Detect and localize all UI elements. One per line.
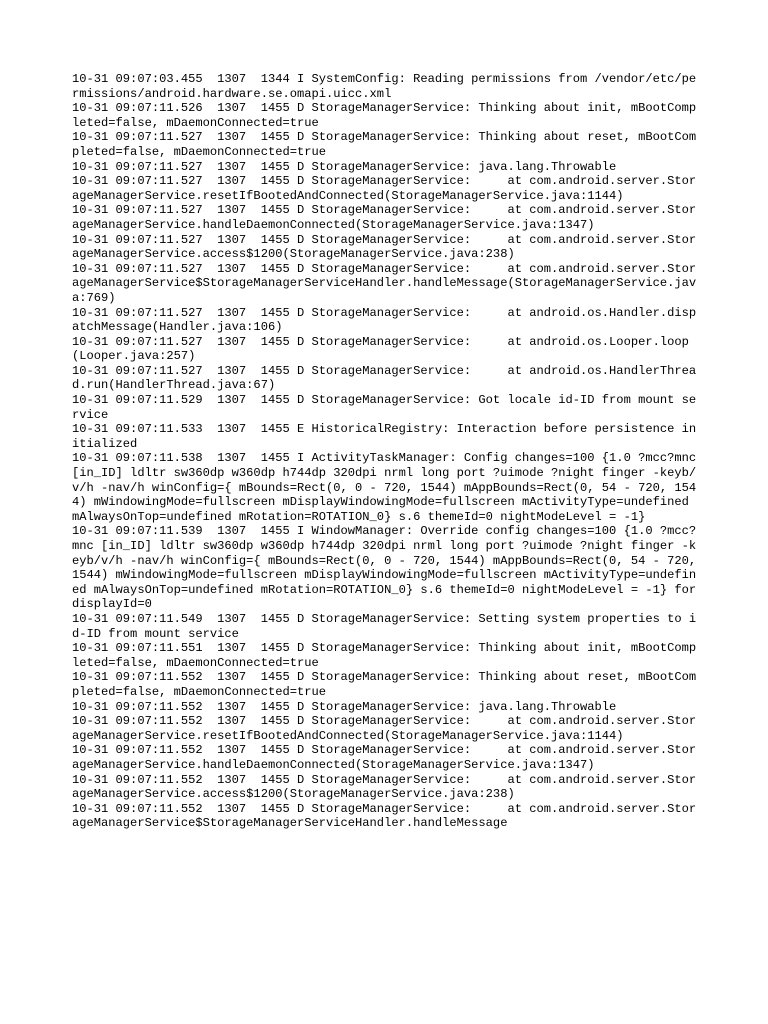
log-line: 10-31 09:07:11.527 1307 1455 D StorageManagerService: at com.android.server.StorageManagerService$StorageManagerServiceHandler.handleMessage(StorageManagerService.java:769) [72, 261, 697, 305]
log-line: 10-31 09:07:11.527 1307 1455 D StorageManagerService: at com.android.server.StorageManagerService.access$1200(StorageManagerService.java:238) [72, 232, 697, 262]
log-line: 10-31 09:07:11.533 1307 1455 E HistoricalRegistry: Interaction before persistence initialized [72, 422, 697, 451]
log-line: 10-31 09:07:11.527 1307 1455 D StorageManagerService: java.lang.Throwable [72, 159, 617, 174]
log-line: 10-31 09:07:11.527 1307 1455 D StorageManagerService: at com.android.server.StorageManagerService.handleDaemonConnected(StorageManagerService.java:1347) [72, 203, 697, 232]
log-line: 10-31 09:07:11.552 1307 1455 D StorageManagerService: java.lang.Throwable [72, 699, 617, 714]
log-line: 10-31 09:07:11.527 1307 1455 D StorageManagerService: at android.os.HandlerThread.run(HandlerThread.java:67) [72, 363, 697, 393]
log-line: 10-31 09:07:11.538 1307 1455 I ActivityTaskManager: Config changes=100 {1.0 ?mcc?mnc [in_ID] ldltr sw360dp w360dp h744dp 320dpi nrml long port ?uimode ?night finger -keyb/v/h -nav/h winConfig={ mBounds=Rect(0, 0 - 720, 1544) mAppBounds=Rect(0, 54 - 720, 1544) mWindowingMode=fullscreen mDisplayWindowingMode=fullscreen mActivityType=undefined mAlwaysOnTop=undefined mRotation=ROTATION_0} s.6 themeId=0 nightModeLevel = -1} [72, 451, 704, 524]
log-line: 10-31 09:07:11.527 1307 1455 D StorageManagerService: at android.os.Looper.loop(Looper.java:257) [72, 334, 689, 364]
log-line: 10-31 09:07:11.527 1307 1455 D StorageManagerService: at android.os.Handler.dispatchMessage(Handler.java:106) [72, 305, 697, 335]
log-line: 10-31 09:07:11.552 1307 1455 D StorageManagerService: at com.android.server.StorageManagerService$StorageManagerServiceHandler.handleMessage [72, 801, 697, 831]
log-line: 10-31 09:07:11.552 1307 1455 D StorageManagerService: at com.android.server.StorageManagerService.access$1200(StorageManagerService.java:238) [72, 772, 697, 802]
log-line: 10-31 09:07:11.552 1307 1455 D StorageManagerService: at com.android.server.StorageManagerService.handleDaemonConnected(StorageManagerService.java:1347) [72, 743, 697, 772]
log-line: 10-31 09:07:11.549 1307 1455 D StorageManagerService: Setting system properties to id-ID from mount service [72, 611, 697, 641]
log-line: 10-31 09:07:11.539 1307 1455 I WindowManager: Override config changes=100 {1.0 ?mcc?mnc [in_ID] ldltr sw360dp w360dp h744dp 320dpi nrml long port ?uimode ?night finger -keyb/v/h -nav/h winConfig={ mBounds=Rect(0, 0 - 720, 1544) mAppBounds=Rect(0, 54 - 720, 1544) mWindowingMode=fullscreen mDisplayWindowingMode=fullscreen mActivityType=undefined mAlwaysOnTop=undefined mRotation=ROTATION_0} s.6 themeId=0 nightModeLevel = -1} for displayId=0 [72, 524, 704, 612]
log-line: 10-31 09:07:03.455 1307 1344 I SystemConfig: Reading permissions from /vendor/etc/permissions/android.hardware.se.omapi.uicc.xml [72, 72, 697, 101]
log-line: 10-31 09:07:11.526 1307 1455 D StorageManagerService: Thinking about init, mBootCompleted=false, mDaemonConnected=true [72, 101, 697, 130]
log-line: 10-31 09:07:11.551 1307 1455 D StorageManagerService: Thinking about init, mBootCompleted=false, mDaemonConnected=true [72, 641, 697, 670]
log-line: 10-31 09:07:11.552 1307 1455 D StorageManagerService: Thinking about reset, mBootCompleted=false, mDaemonConnected=true [72, 670, 697, 699]
log-page [72, 72, 704, 831]
log-line: 10-31 09:07:11.527 1307 1455 D StorageManagerService: Thinking about reset, mBootCompleted=false, mDaemonConnected=true [72, 130, 697, 159]
log-line: 10-31 09:07:11.552 1307 1455 D StorageManagerService: at com.android.server.StorageManagerService.resetIfBootedAndConnected(StorageManagerService.java:1144) [72, 714, 697, 743]
log-line: 10-31 09:07:11.527 1307 1455 D StorageManagerService: at com.android.server.StorageManagerService.resetIfBootedAndConnected(StorageManagerService.java:1144) [72, 174, 697, 203]
log-line: 10-31 09:07:11.529 1307 1455 D StorageManagerService: Got locale id-ID from mount service [72, 393, 697, 422]
